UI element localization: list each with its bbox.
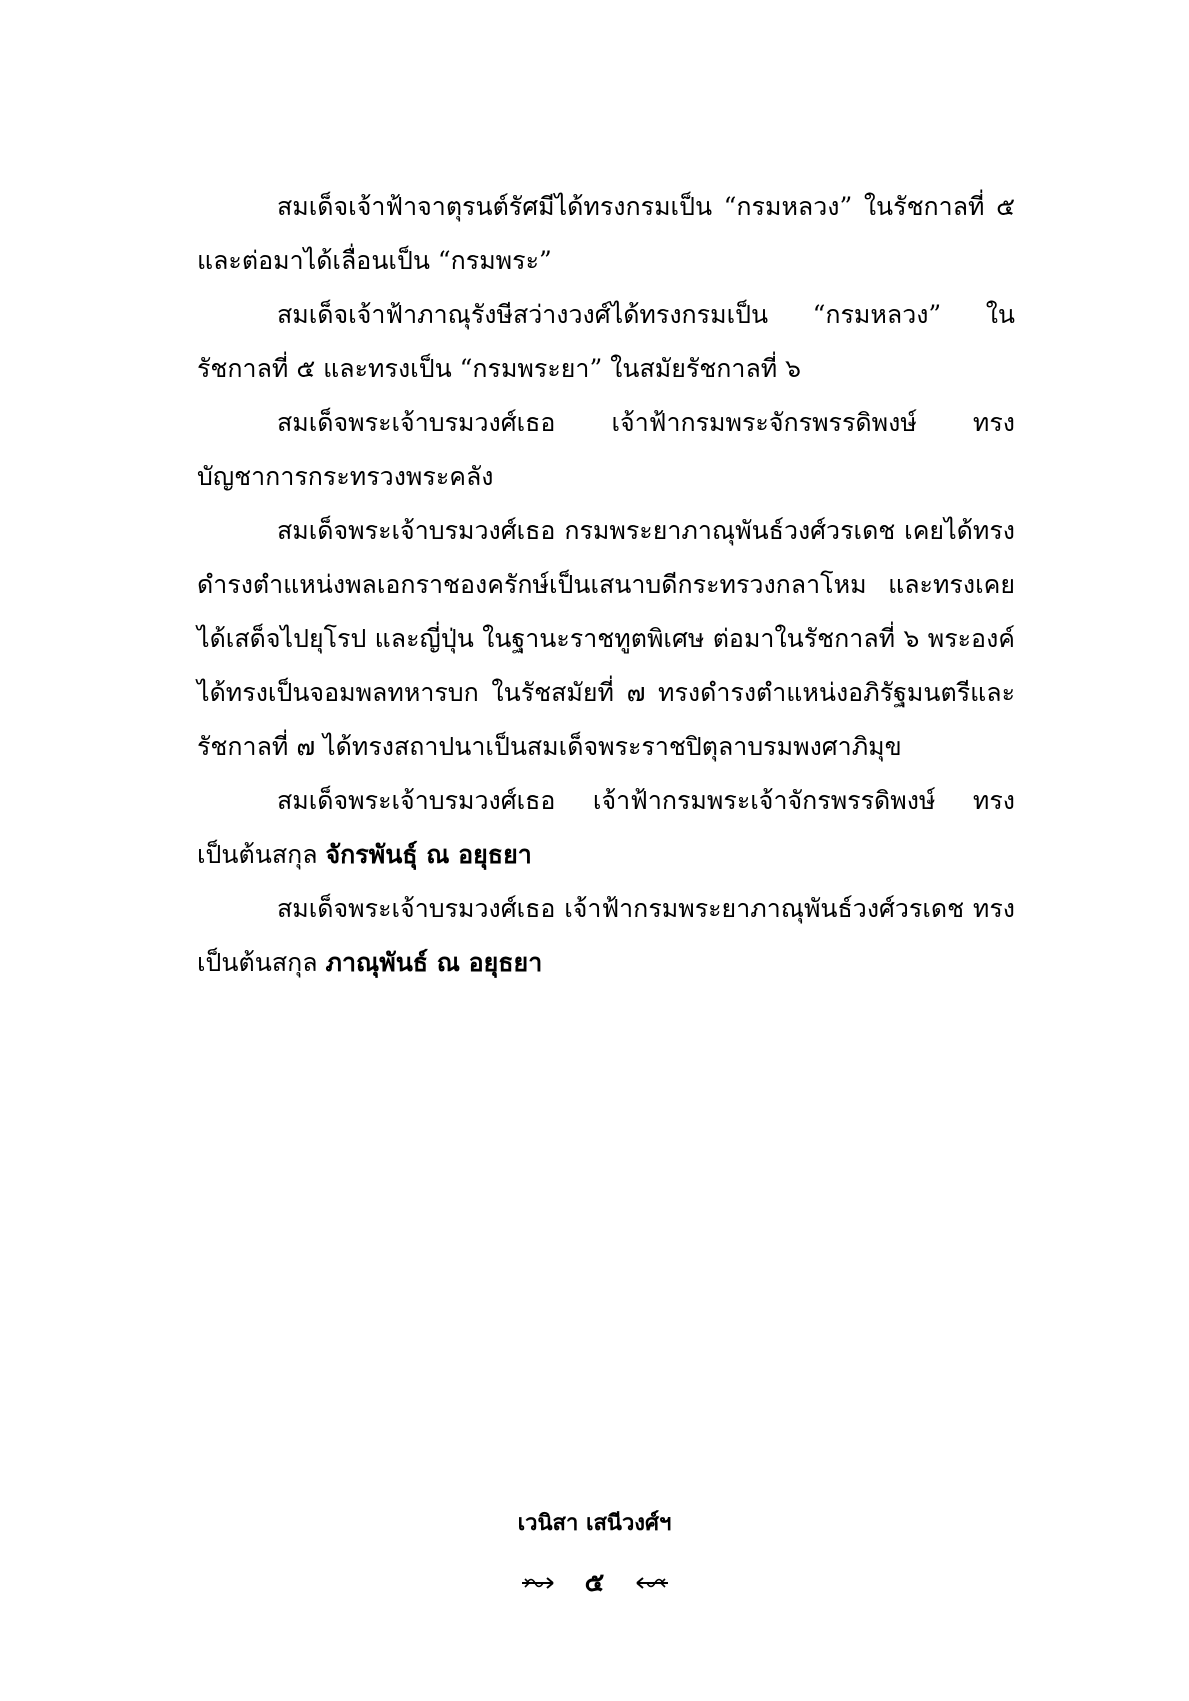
paragraph-chakrabardibongse-finance bbox=[197, 396, 1015, 504]
paragraph-text: สมเด็จพระเจ้าบรมวงศ์เธอ เจ้าฟ้ากรมพระเจ้าจักรพรรดิพงษ์ ทรงเป็นต้นสกุล bbox=[197, 786, 1015, 869]
right-flourish-icon bbox=[633, 1573, 669, 1593]
page-number: ๕ bbox=[584, 1568, 605, 1598]
left-flourish-icon bbox=[521, 1573, 557, 1593]
paragraph-text: สมเด็จพระเจ้าบรมวงศ์เธอ เจ้าฟ้ากรมพระจักรพรรดิพงษ์ ทรงบัญชาการกระทรวงพระคลัง bbox=[197, 408, 1015, 491]
paragraph-bhanubandh-lineage bbox=[197, 882, 1015, 990]
body-text bbox=[197, 180, 1015, 990]
paragraph-text: สมเด็จเจ้าฟ้าจาตุรนต์รัศมีได้ทรงกรมเป็น “กรมหลวง” ในรัชกาลที่ ๕ และต่อมาได้เลื่อนเป็น “กรมพระ” bbox=[197, 192, 1015, 275]
surname-bhanubandh: ภาณุพันธ์ ณ อยุธยา bbox=[325, 948, 543, 977]
paragraph-chaturon bbox=[197, 180, 1015, 288]
footer-page-marker bbox=[0, 1568, 1189, 1598]
paragraph-bhanubandhu-career bbox=[197, 504, 1015, 774]
paragraph-text: สมเด็จพระเจ้าบรมวงศ์เธอ กรมพระยาภาณุพันธ์วงศ์วรเดช เคยได้ทรงดำรงตำแหน่งพลเอกราชองครักษ์เป็นเสนาบดีกระทรวงกลาโหม และทรงเคยได้เสด็จไปยุโรป และญี่ปุ่น ในฐานะราชทูตพิเศษ ต่อมาในรัชกาลที่ ๖ พระองค์ได้ทรงเป็นจอมพลทหารบก ในรัชสมัยที่ ๗ ทรงดำรงตำแหน่งอภิรัฐมนตรีและรัชกาลที่ ๗ ได้ทรงสถาปนาเป็นสมเด็จพระราชปิตุลาบรมพงศาภิมุข bbox=[197, 516, 1015, 761]
surname-chakrabandh: จักรพันธุ์ ณ อยุธยา bbox=[325, 840, 532, 869]
paragraph-text: สมเด็จเจ้าฟ้าภาณุรังษีสว่างวงศ์ได้ทรงกรมเป็น “กรมหลวง” ในรัชกาลที่ ๕ และทรงเป็น “กรมพระยา” ในสมัยรัชกาลที่ ๖ bbox=[197, 300, 1015, 383]
paragraph-chakrabandh-lineage bbox=[197, 774, 1015, 882]
paragraph-text: สมเด็จพระเจ้าบรมวงศ์เธอ เจ้าฟ้ากรมพระยาภาณุพันธ์วงศ์วรเดช ทรงเป็นต้นสกุล bbox=[197, 894, 1015, 977]
footer-author: เวนิสา เสนีวงศ์ฯ bbox=[517, 1510, 672, 1536]
paragraph-bhanurangsi bbox=[197, 288, 1015, 396]
